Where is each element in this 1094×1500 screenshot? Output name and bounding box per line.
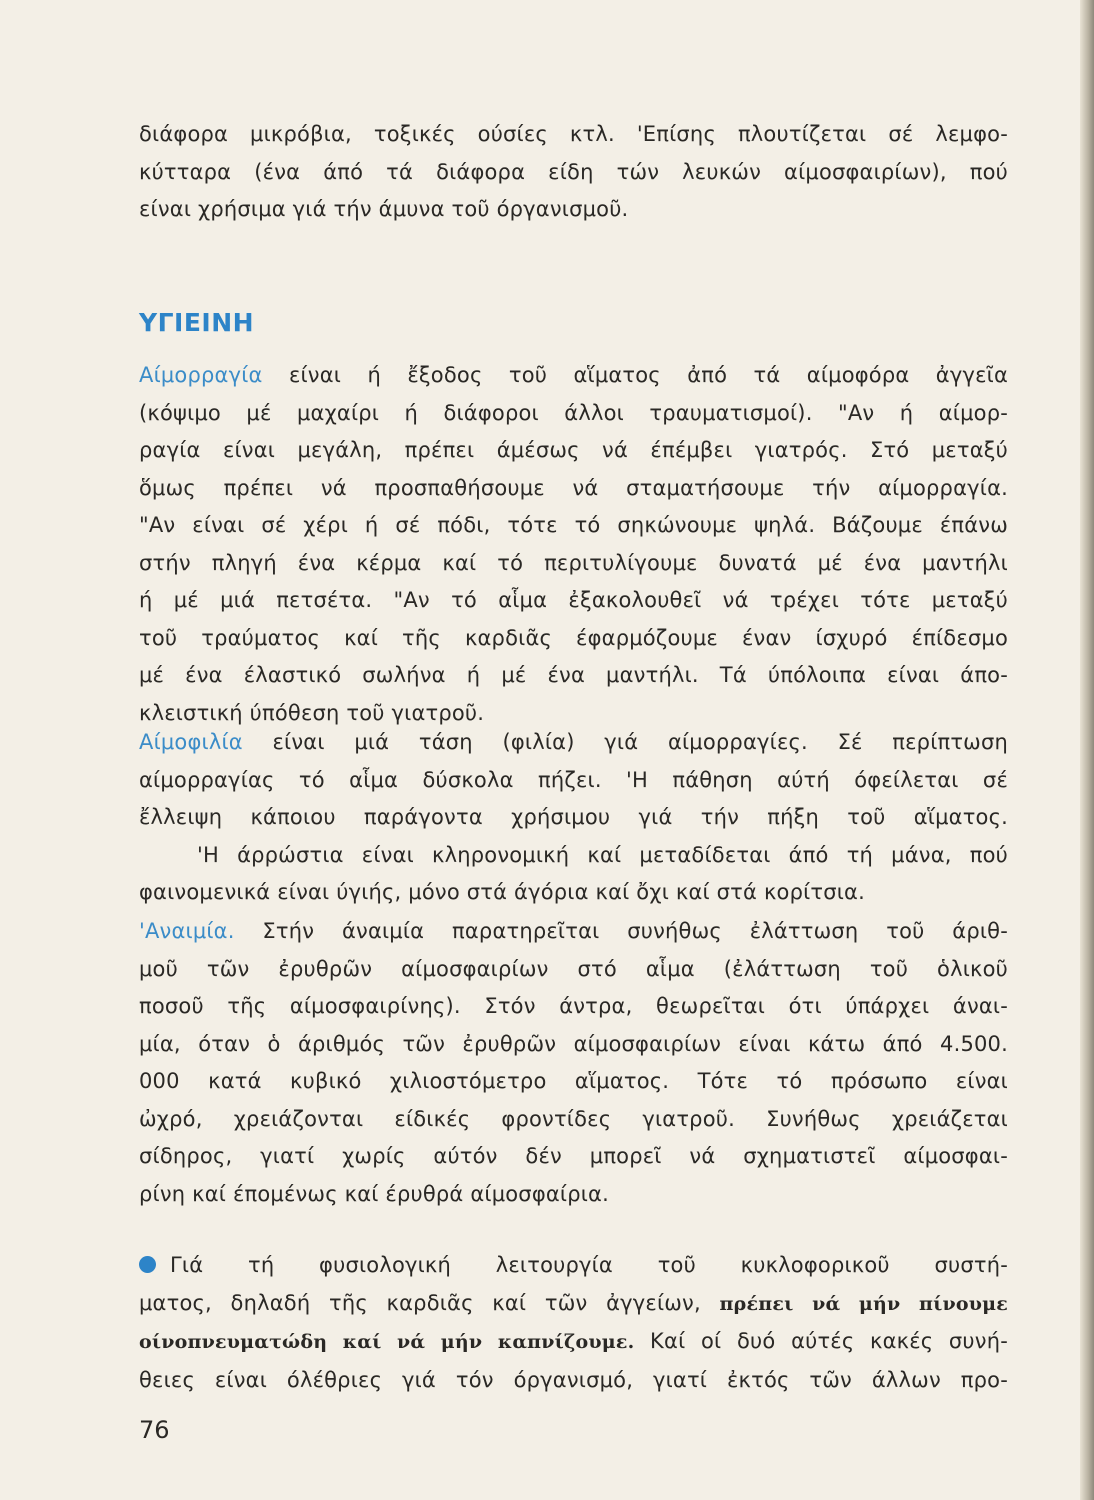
page-number: 76 bbox=[139, 1416, 170, 1444]
haemophilia-line-4: 'Η άρρώστια είναι κληρονομική καί μεταδίδεται άπό τή μάνα, πού bbox=[197, 842, 1008, 867]
anaemia-line-2: μοῦ τῶν ἐρυθρῶν αίμοσφαιρίων στό αἷμα (ἐλάττωση τοῦ ὁλικοῦ bbox=[139, 956, 1008, 981]
intro-line-2: κύτταρα (ένα άπό τά διάφορα είδη τών λευκών αίμοσφαιρίων), πού bbox=[139, 159, 1008, 184]
anaemia-paragraph bbox=[139, 913, 1008, 1213]
anaemia-line-1 bbox=[139, 913, 1008, 951]
intro-line-3: είναι χρήσιμα γιά τήν άμυνα τοῦ όργανισμοῦ. bbox=[139, 197, 629, 221]
haemorrhage-line-6: στήν πληγή ένα κέρμα καί τό περιτυλίγουμε δυνατά μέ ένα μαντήλι bbox=[139, 550, 1008, 575]
anaemia-line-6: ὠχρό, χρειάζονται είδικές φροντίδες γιατροῦ. Συνήθως χρειάζεται bbox=[139, 1106, 1008, 1131]
note-line-2-text: ματος, δηλαδή τῆς καρδιᾶς καί τῶν ἀγγείων, bbox=[139, 1290, 720, 1315]
haemophilia-line-1-text: είναι μιά τάση (φιλία) γιά αίμορραγίες. Σέ περίπτωση bbox=[242, 730, 1008, 754]
haemophilia-line-2: αίμορραγίας τό αἷμα δύσκολα πήζει. 'Η πάθηση αύτή όφείλεται σέ bbox=[139, 767, 1008, 792]
section-heading-hygiene: ΥΓΙΕΙΝΗ bbox=[139, 308, 255, 337]
intro-line-1: διάφορα μικρόβια, τοξικές ούσίες κτλ. 'Επίσης πλουτίζεται σέ λεμφο- bbox=[139, 122, 1008, 146]
haemorrhage-paragraph bbox=[139, 357, 1008, 732]
anaemia-line-3: ποσοῦ τῆς αίμοσφαιρίνης). Στόν άντρα, θεωρεῖται ότι ύπάρχει άναι- bbox=[139, 994, 1008, 1018]
note-line-2-bold: πρέπει νά μήν πίνουμε bbox=[719, 1292, 1008, 1315]
page-edge-shadow bbox=[1080, 0, 1094, 1500]
haemorrhage-line-8: τοῦ τραύματος καί τῆς καρδιᾶς έφαρμόζουμε έναν ίσχυρό έπίδεσμο bbox=[139, 625, 1008, 650]
note-line-3-text: Καί οί δυό αύτές κακές συνή- bbox=[634, 1329, 1008, 1353]
anaemia-line-8: ρίνη καί έπομένως καί έρυθρά αίμοσφαίρια. bbox=[139, 1181, 609, 1206]
anaemia-line-7: σίδηρος, γιατί χωρίς αύτόν δέν μπορεῖ νά σχηματιστεῖ αίμοσφαι- bbox=[139, 1144, 1008, 1168]
anaemia-line-4: μία, όταν ὁ άριθμός τῶν ἐρυθρῶν αίμοσφαιρίων είναι κάτω άπό 4.500. bbox=[139, 1031, 1008, 1056]
note-line-1 bbox=[139, 1247, 1008, 1285]
haemorrhage-line-3: ραγία είναι μεγάλη, πρέπει άμέσως νά έπέμβει γιατρός. Στό μεταξύ bbox=[139, 438, 1008, 462]
term-haemorrhage: Αίμορραγία bbox=[139, 363, 263, 387]
note-line-1-text: Γιά τή φυσιολογική λειτουργία τοῦ κυκλοφορικοῦ συστή- bbox=[170, 1253, 1008, 1277]
bullet-icon bbox=[139, 1256, 156, 1273]
intro-paragraph bbox=[139, 116, 1008, 229]
term-anaemia: 'Αναιμία. bbox=[139, 919, 235, 943]
term-haemophilia: Αίμοφιλία bbox=[139, 730, 243, 754]
haemophilia-line-3: ἔλλειψη κάποιου παράγοντα χρήσιμου γιά τήν πήξη τοῦ αἵματος. bbox=[139, 805, 1008, 829]
haemophilia-paragraph bbox=[139, 724, 1008, 912]
haemophilia-line-1 bbox=[139, 724, 1008, 762]
haemorrhage-line-4: ὅμως πρέπει νά προσπαθήσουμε νά σταματήσουμε τήν αίμορραγία. bbox=[139, 475, 1008, 500]
note-paragraph bbox=[139, 1247, 1008, 1399]
haemorrhage-line-10: κλειστική ύπόθεση τοῦ γιατροῦ. bbox=[139, 700, 485, 725]
anaemia-line-1-text: Στήν άναιμία παρατηρεῖται συνήθως ἐλάττωση τοῦ άριθ- bbox=[234, 919, 1008, 943]
note-line-3-bold: οίνοπνευματώδη καί νά μήν καπνίζουμε. bbox=[139, 1331, 635, 1353]
haemorrhage-line-9: μέ ένα έλαστικό σωλήνα ή μέ ένα μαντήλι. Τά ύπόλοιπα είναι άπο- bbox=[139, 663, 1008, 687]
haemophilia-line-5: φαινομενικά είναι ύγιής, μόνο στά άγόρια καί ὄχι καί στά κορίτσια. bbox=[139, 880, 865, 904]
note-line-2 bbox=[139, 1285, 1008, 1324]
haemorrhage-line-5: "Αν είναι σέ χέρι ή σέ πόδι, τότε τό σηκώνουμε ψηλά. Βάζουμε έπάνω bbox=[139, 513, 1008, 537]
anaemia-line-5: 000 κατά κυβικό χιλιοστόμετρο αἵματος. Τότε τό πρόσωπο είναι bbox=[139, 1069, 1008, 1093]
note-line-3 bbox=[139, 1323, 1008, 1362]
haemorrhage-line-1-text: είναι ή ἔξοδος τοῦ αἵματος ἀπό τά αίμοφόρα ἀγγεῖα bbox=[262, 363, 1008, 387]
haemorrhage-line-7: ή μέ μιά πετσέτα. "Αν τό αἷμα ἐξακολουθεῖ νά τρέχει τότε μεταξύ bbox=[139, 588, 1008, 612]
haemorrhage-line-1 bbox=[139, 357, 1008, 395]
haemorrhage-line-2: (κόψιμο μέ μαχαίρι ή διάφοροι άλλοι τραυματισμοί). "Αν ή αίμορ- bbox=[139, 400, 1008, 425]
note-line-4: θειες είναι όλέθριες γιά τόν όργανισμό, γιατί ἐκτός τῶν άλλων προ- bbox=[139, 1367, 1008, 1392]
